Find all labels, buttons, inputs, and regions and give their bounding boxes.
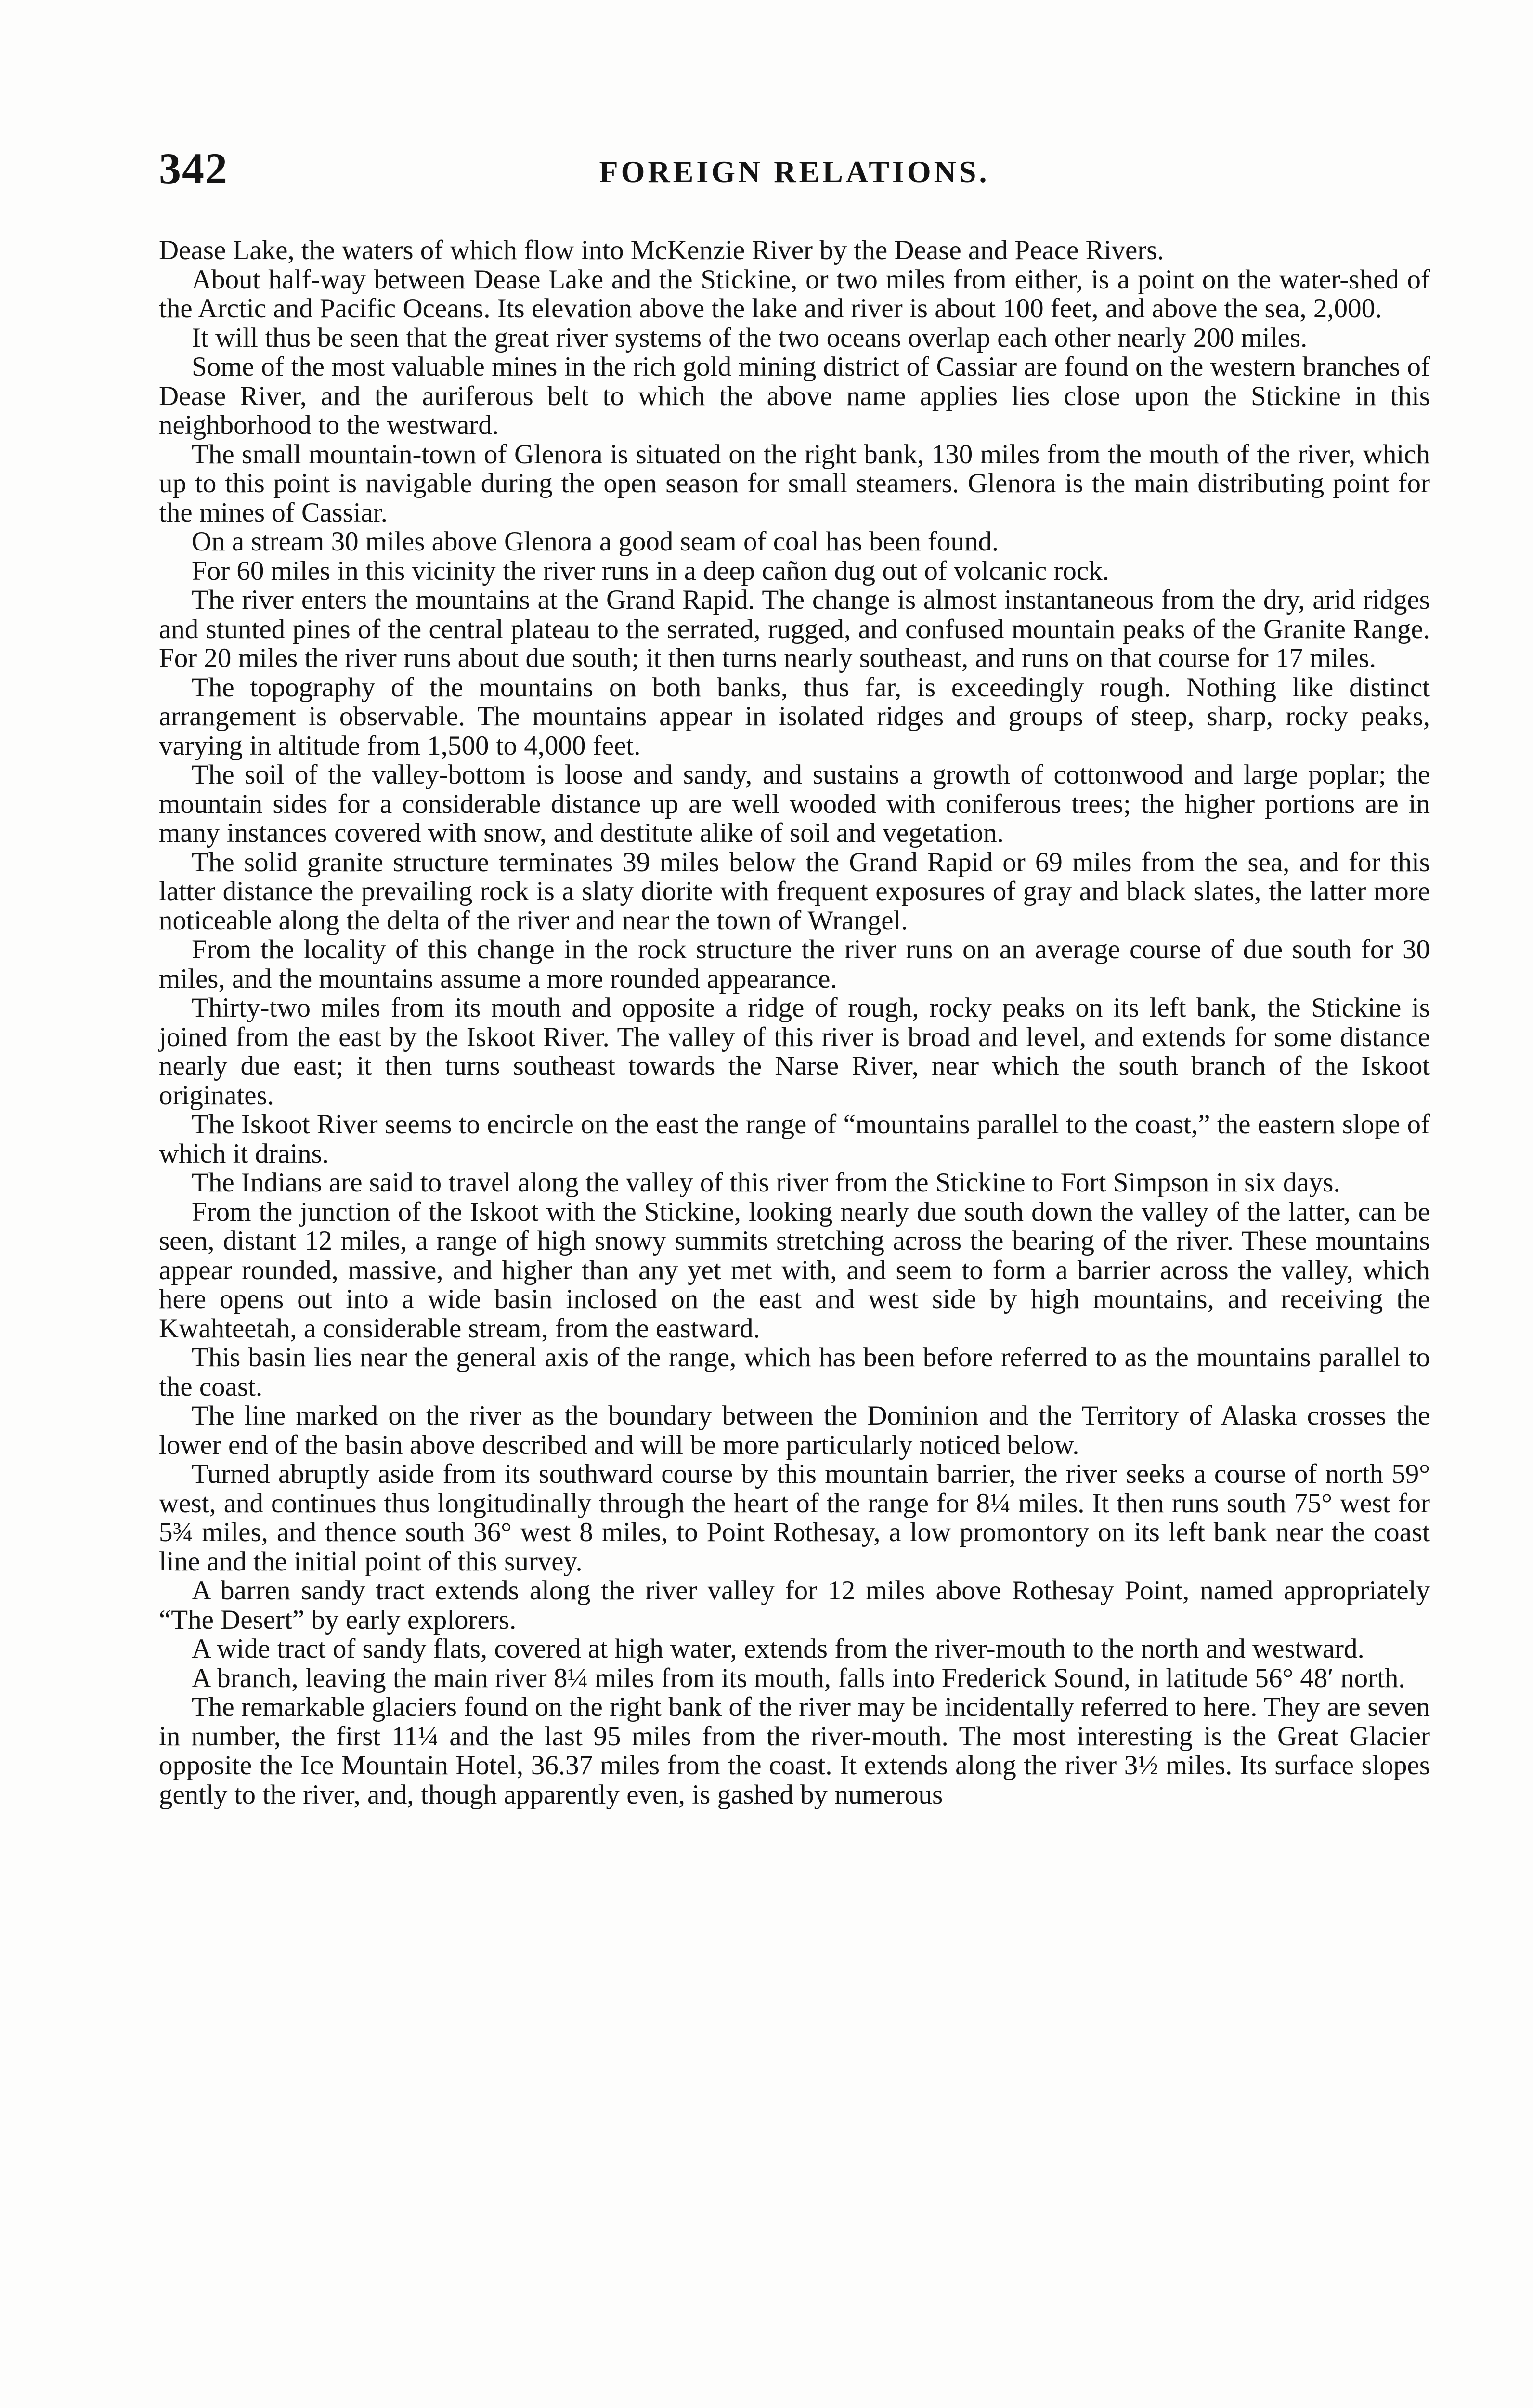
paragraph: The soil of the valley-bottom is loose and sandy, and sustains a growth of cottonwood and large poplar; the mountain sides for a considerable distance up are well wooded with coniferous trees; the higher portions are in many instances covered with snow, and destitute alike of soil and vegetation.: [159, 759, 1430, 848]
paragraph: It will thus be seen that the great river systems of the two oceans overlap each other nearly 200 miles.: [192, 322, 1308, 353]
paragraph: The Indians are said to travel along the valley of this river from the Stickine to Fort Simpson in six days.: [192, 1167, 1340, 1198]
paragraph: A wide tract of sandy flats, covered at high water, extends from the river-mouth to the north and westward.: [192, 1634, 1364, 1664]
paragraph: From the locality of this change in the rock structure the river runs on an average course of due south for 30 miles, and the mountains assume a more rounded appearance.: [159, 934, 1430, 994]
paragraph: The remarkable glaciers found on the right bank of the river may be incidentally referred to here. They are seven in number, the first 11¼ and the last 95 miles from the river-mouth. The most interesting is the Great Glacier opposite the Ice Mountain Hotel, 36.37 miles from the coast. It extends along the river 3½ miles. Its surface slopes gently to the river, and, though apparently even, is gashed by numerous: [159, 1692, 1430, 1810]
paragraph: Turned abruptly aside from its southward course by this mountain barrier, the river seeks a course of north 59° west, and continues thus longitudinally through the heart of the range for 8¼ miles. It then runs south 75° west for 5¾ miles, and thence south 36° west 8 miles, to Point Rothesay, a low promontory on its left bank near the coast line and the initial point of this survey.: [159, 1459, 1430, 1577]
paragraph: The line marked on the river as the boundary between the Dominion and the Territory of Alaska crosses the lower end of the basin above described and will be more particularly noticed below.: [159, 1400, 1430, 1460]
page-number: 342: [159, 144, 228, 193]
paragraph: Thirty-two miles from its mouth and opposite a ridge of rough, rocky peaks on its left bank, the Stickine is joined from the east by the Iskoot River. The valley of this river is broad and level, and extends for some distance nearly due east; it then turns southeast towards the Narse River, near which the south branch of the Iskoot originates.: [159, 993, 1430, 1111]
paragraph: For 60 miles in this vicinity the river runs in a deep cañon dug out of volcanic rock.: [192, 555, 1109, 586]
paragraph: The small mountain-town of Glenora is situated on the right bank, 130 miles from the mouth of the river, which up to this point is navigable during the open season for small steamers. Glenora is the main distributing point for the mines of Cassiar.: [159, 439, 1430, 528]
paragraph: The solid granite structure terminates 39 miles below the Grand Rapid or 69 miles from the sea, and for this latter distance the prevailing rock is a slaty diorite with frequent exposures of gray and black slates, the latter more noticeable along the delta of the river and near the town of Wrangel.: [159, 847, 1430, 936]
paragraph: About half-way between Dease Lake and the Stickine, or two miles from either, is a point on the water-shed of the Arctic and Pacific Oceans. Its elevation above the lake and river is about 100 feet, and above the sea, 2,000.: [159, 264, 1430, 324]
paragraph: The Iskoot River seems to encircle on the east the range of “mountains parallel to the coast,” the eastern slope of which it drains.: [159, 1109, 1430, 1169]
paragraph: A barren sandy tract extends along the river valley for 12 miles above Rothesay Point, named appropriately “The Desert” by early explorers.: [159, 1575, 1430, 1635]
running-head: FOREIGN RELATIONS.: [599, 155, 990, 189]
paragraph: A branch, leaving the main river 8¼ miles from its mouth, falls into Frederick Sound, in latitude 56° 48′ north.: [192, 1662, 1405, 1693]
paragraph: On a stream 30 miles above Glenora a good seam of coal has been found.: [192, 526, 999, 557]
paragraph: The river enters the mountains at the Grand Rapid. The change is almost instantaneous from the dry, arid ridges and stunted pines of the central plateau to the serrated, rugged, and confused mountain peaks of the Granite Range. For 20 miles the river runs about due south; it then turns nearly southeast, and runs on that course for 17 miles.: [159, 585, 1430, 673]
paragraph: This basin lies near the general axis of the range, which has been before referred to as the mountains parallel to the coast.: [159, 1342, 1430, 1402]
body-text: [159, 236, 1430, 1809]
page-header: [159, 140, 1430, 207]
paragraph: Dease Lake, the waters of which flow into McKenzie River by the Dease and Peace Rivers.: [159, 235, 1164, 265]
paragraph: Some of the most valuable mines in the rich gold mining district of Cassiar are found on the western branches of Dease River, and the auriferous belt to which the above name applies lies close upon the Stickine in this neighborhood to the westward.: [159, 352, 1430, 440]
paragraph: The topography of the mountains on both banks, thus far, is exceedingly rough. Nothing like distinct arrangement is observable. The mountains appear in isolated ridges and groups of steep, sharp, rocky peaks, varying in altitude from 1,500 to 4,000 feet.: [159, 672, 1430, 761]
paragraph: From the junction of the Iskoot with the Stickine, looking nearly due south down the valley of the latter, can be seen, distant 12 miles, a range of high snowy summits stretching across the bearing of the river. These mountains appear rounded, massive, and higher than any yet met with, and seem to form a barrier across the valley, which here opens out into a wide basin inclosed on the east and west side by high mountains, and receiving the Kwahteetah, a considerable stream, from the eastward.: [159, 1196, 1430, 1344]
